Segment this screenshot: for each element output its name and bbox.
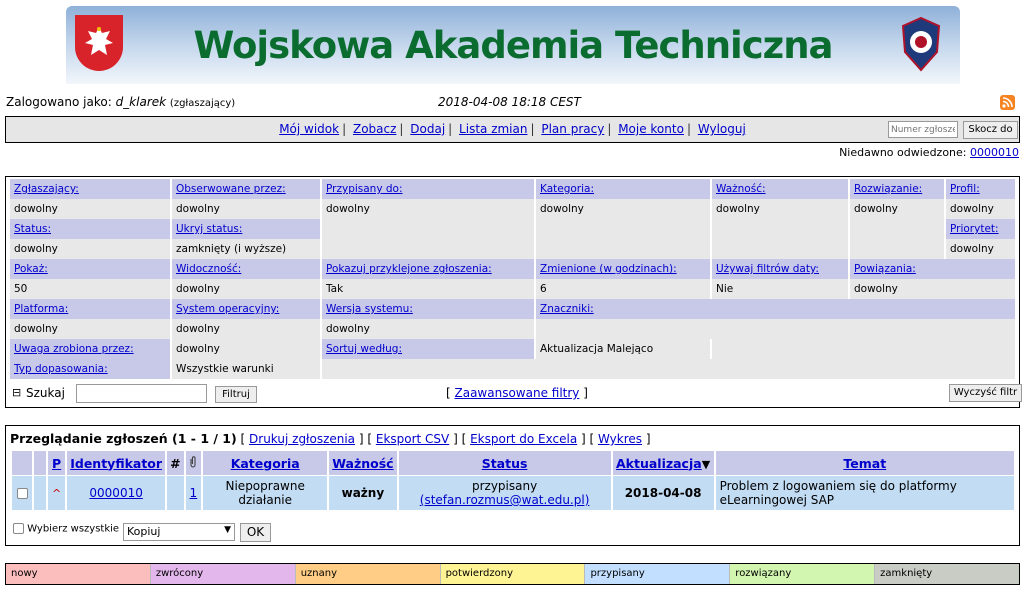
col-priority[interactable]: P <box>52 455 62 471</box>
menu-my-account[interactable]: Moje konto <box>618 122 684 136</box>
menu-report-issue[interactable]: Dodaj <box>410 122 446 136</box>
legend-new: nowy <box>6 564 151 584</box>
issue-list-title: Przeglądanie zgłoszeń (1 - 1 / 1) <box>10 431 237 446</box>
main-menu: Mój widok | Zobacz | Dodaj | Lista zmian | Plan pracy | Moje konto | Wyloguj Numer zgłoszenia Skocz do <box>5 116 1020 143</box>
select-all-checkbox[interactable] <box>13 523 24 534</box>
search-row <box>12 384 1018 404</box>
menu-view-issues[interactable]: Zobacz <box>352 122 397 136</box>
col-summary[interactable]: Temat <box>843 455 887 471</box>
filter-hide-status-value: zamknięty (i wyższe) <box>172 239 320 259</box>
filter-monitored-label[interactable]: Obserwowane przez: <box>176 183 286 195</box>
advanced-filters: [ Zaawansowane filtry ] <box>446 386 588 400</box>
issue-status: przypisany <box>471 479 538 493</box>
filter-category-label[interactable]: Kategoria: <box>540 183 595 195</box>
filter-date-filters-label[interactable]: Używaj filtrów daty: <box>716 263 819 275</box>
issue-list-header: Przeglądanie zgłoszeń (1 - 1 / 1) [ Drukuj zgłoszenia ] [ Eksport CSV ] [ Eksport do Excela ] [ Wykres ] <box>10 431 651 446</box>
menu-logout[interactable]: Wyloguj <box>697 122 746 136</box>
search-input[interactable] <box>76 384 207 403</box>
jump-button[interactable]: Skocz do <box>963 121 1018 139</box>
clear-filter-button[interactable]: Wyczyść filtr <box>949 384 1022 402</box>
filter-date-filters-value: Nie <box>712 279 848 299</box>
filter-platform-label[interactable]: Platforma: <box>14 303 69 315</box>
filter-relationship-value: dowolny <box>850 279 1015 299</box>
issue-list <box>5 425 1020 546</box>
print-issues-link[interactable]: Drukuj zgłoszenia <box>249 432 356 446</box>
filter-sticky-value: Tak <box>322 279 534 299</box>
filter-relationship-label[interactable]: Powiązania: <box>854 263 916 275</box>
select-all-label: Wybierz wszystkie <box>27 523 120 535</box>
filter-status-label[interactable]: Status: <box>14 223 51 235</box>
filter-tags-label[interactable]: Znaczniki: <box>540 303 594 315</box>
graph-link[interactable]: Wykres <box>598 432 643 446</box>
recently-visited <box>839 146 1019 159</box>
filter-visibility-value: dowolny <box>172 279 320 299</box>
export-csv-link[interactable]: Eksport CSV <box>375 432 450 446</box>
logged-as-label: Zalogowano jako: <box>6 95 112 109</box>
issues-table <box>10 450 1016 511</box>
col-status[interactable]: Status <box>481 455 528 471</box>
table-row[interactable] <box>12 476 1014 510</box>
status-legend <box>5 563 1020 585</box>
user-role: (zgłaszający) <box>169 98 236 109</box>
filter-category-value: dowolny <box>536 199 710 219</box>
col-notes: # <box>167 451 183 475</box>
filter-platform-value: dowolny <box>10 319 170 339</box>
filter-match-type-value: Wszystkie warunki <box>172 359 320 379</box>
issue-updated: 2018-04-08 <box>613 476 714 510</box>
username: d_klarek <box>115 95 167 109</box>
filter-severity-label[interactable]: Ważność: <box>716 183 766 195</box>
filter-sticky-label[interactable]: Pokazuj przyklejone zgłoszenia: <box>326 263 492 275</box>
issue-notes-count[interactable]: 1 <box>189 486 198 500</box>
filter-profile-label[interactable]: Profil: <box>950 183 980 195</box>
issue-category: Niepoprawne działanie <box>203 476 327 510</box>
filter-assigned-label[interactable]: Przypisany do: <box>326 183 403 195</box>
filter-reporter-value: dowolny <box>10 199 170 219</box>
filter-monitored-value: dowolny <box>172 199 320 219</box>
select-all <box>13 523 119 535</box>
filter-hide-status-label[interactable]: Ukryj status: <box>176 223 243 235</box>
dropdown-arrow-icon: ▼ <box>224 525 231 535</box>
export-excel-link[interactable]: Eksport do Excela <box>470 432 578 446</box>
filter-status-value: dowolny <box>10 239 170 259</box>
legend-acknowledged: uznany <box>296 564 441 584</box>
menu-my-view[interactable]: Mój widok <box>279 122 340 136</box>
bulk-action-select[interactable] <box>123 523 235 541</box>
banner-title: Wojskowa Akademia Techniczna <box>193 24 833 67</box>
login-info <box>6 95 235 109</box>
legend-confirmed: potwierdzony <box>441 564 586 584</box>
filter-note-by-label[interactable]: Uwaga zrobiona przez: <box>14 343 134 355</box>
col-category[interactable]: Kategoria <box>230 455 300 471</box>
col-id[interactable]: Identyfikator <box>70 455 163 471</box>
filter-profile-value: dowolny <box>946 199 1015 219</box>
filter-os-label[interactable]: System operacyjny: <box>176 303 280 315</box>
issue-summary: Problem z logowaniem się do platformy eLearningowej SAP <box>716 476 1014 510</box>
filter-severity-value: dowolny <box>712 199 848 219</box>
col-updated[interactable]: Aktualizacja <box>615 455 702 471</box>
recently-visited-label: Niedawno odwiedzone: <box>839 146 967 159</box>
collapse-icon[interactable]: ⊟ <box>12 386 22 399</box>
search-label: Szukaj <box>26 386 65 400</box>
filter-note-by-value: dowolny <box>172 339 320 359</box>
filter-os-version-label[interactable]: Wersja systemu: <box>326 303 413 315</box>
advanced-filters-link[interactable]: Zaawansowane filtry <box>454 386 580 400</box>
banner <box>66 6 960 84</box>
filter-show-value: 50 <box>10 279 170 299</box>
filter-sort-label[interactable]: Sortuj według: <box>326 343 402 355</box>
recently-visited-link[interactable]: 0000010 <box>970 146 1019 159</box>
filter-visibility-label[interactable]: Widoczność: <box>176 263 242 275</box>
menu-changelog[interactable]: Lista zmian <box>459 122 528 136</box>
col-severity[interactable]: Ważność <box>332 455 394 471</box>
filter-resolution-label[interactable]: Rozwiązanie: <box>854 183 923 195</box>
filter-assigned-value: dowolny <box>322 199 534 219</box>
filter-show-label[interactable]: Pokaż: <box>14 263 48 275</box>
filter-priority-value: dowolny <box>946 239 1015 259</box>
wat-logo-icon <box>898 16 944 72</box>
filter-changed-value: 6 <box>536 279 710 299</box>
filter-os-version-value: dowolny <box>322 319 534 339</box>
legend-feedback: zwrócony <box>151 564 296 584</box>
legend-resolved: rozwiązany <box>730 564 875 584</box>
legend-closed: zamknięty <box>875 564 1019 584</box>
issue-assignee-link[interactable]: (stefan.rozmus@wat.edu.pl) <box>419 493 590 507</box>
filter-reporter-label[interactable]: Zgłaszający: <box>14 183 79 195</box>
issue-id-link[interactable]: 0000010 <box>89 486 143 500</box>
bulk-ok-button[interactable]: OK <box>240 523 271 542</box>
row-checkbox[interactable] <box>17 488 28 499</box>
issue-severity: ważny <box>329 476 396 510</box>
sort-desc-icon: ▼ <box>701 457 711 471</box>
attachment-icon <box>186 451 202 475</box>
legend-assigned: przypisany <box>585 564 730 584</box>
filter-panel <box>5 176 1020 408</box>
bulk-action-value: Kopiuj <box>127 525 161 538</box>
filter-changed-label[interactable]: Zmienione (w godzinach): <box>540 263 677 275</box>
menu-roadmap[interactable]: Plan pracy <box>541 122 605 136</box>
filter-match-type-label[interactable]: Typ dopasowania: <box>14 363 108 375</box>
jump-to-issue-input[interactable] <box>888 121 958 138</box>
filter-button[interactable]: Filtruj <box>215 386 257 403</box>
filter-priority-label[interactable]: Priorytet: <box>950 223 999 235</box>
filter-resolution-value: dowolny <box>850 199 944 219</box>
rss-icon[interactable] <box>1000 95 1015 110</box>
current-datetime: 2018-04-08 18:18 CEST <box>438 95 581 109</box>
filter-os-value: dowolny <box>172 319 320 339</box>
filter-sort-value: Aktualizacja Malejąco <box>536 339 710 359</box>
priority-high-icon: ^ <box>52 487 62 500</box>
